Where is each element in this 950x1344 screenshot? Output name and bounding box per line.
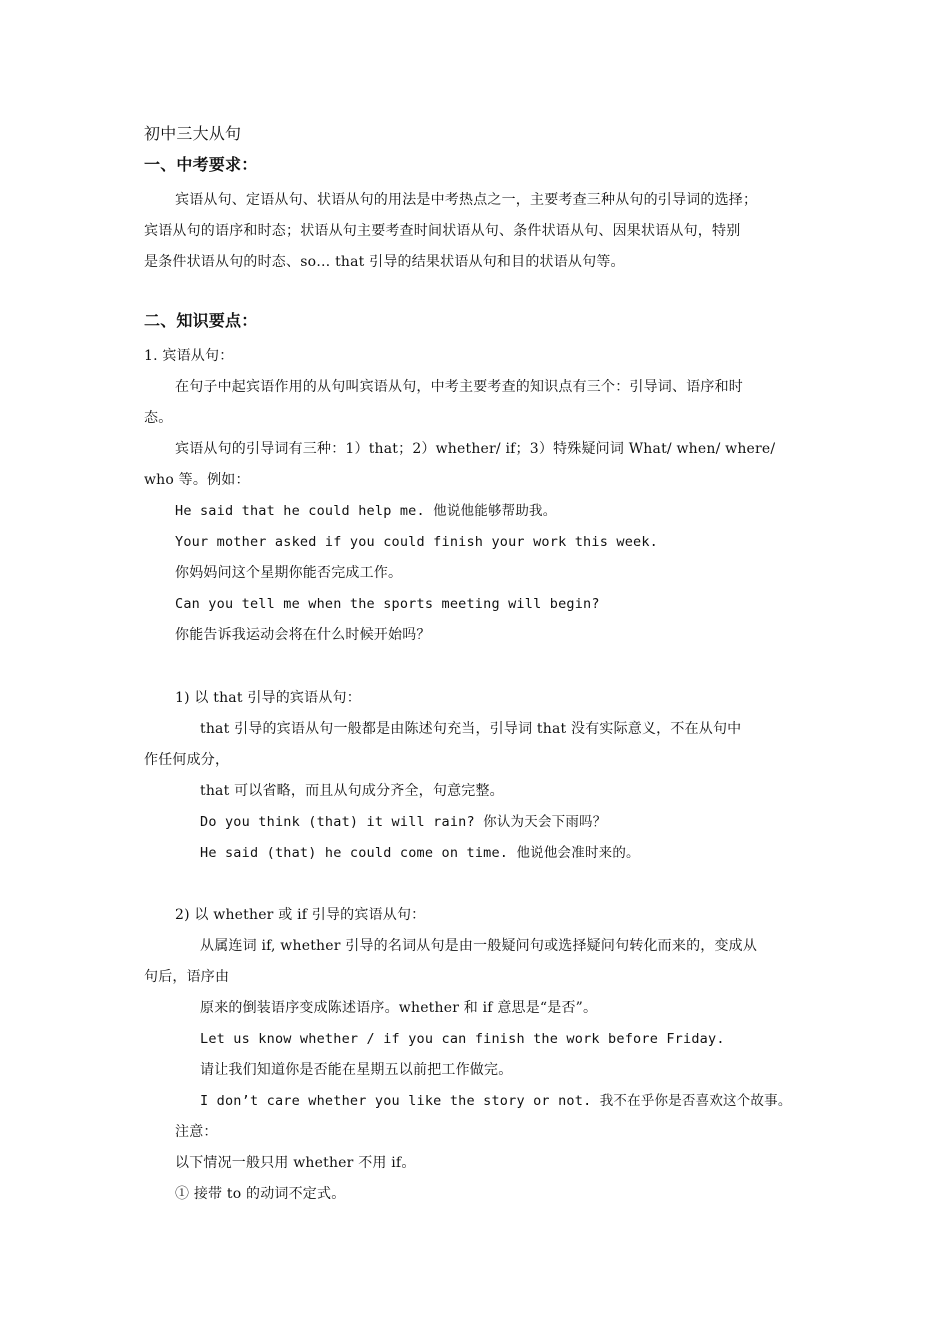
point1-line: that 引导的宾语从句一般都是由陈述句充当，引导词 that 没有实际意义，不在从句中 [200,721,742,737]
point2-line: I don’t care whether you like the story or not. 我不在乎你是否喜欢这个故事。 [200,1093,792,1109]
section1-para-line-1: 宾语从句、定语从句、状语从句的用法是中考热点之一，主要考查三种从句的引导词的选择； [175,192,758,208]
point2-line: 请让我们知道你是否能在星期五以前把工作做完。 [200,1062,513,1078]
point2-line: Let us know whether / if you can finish the work before Friday. [200,1031,725,1047]
point1-line: Do you think (that) it will rain? 你认为天会下雨吗？ [200,814,607,830]
section1-para-line-3: 是条件状语从句的时态、so… that 引导的结果状语从句和目的状语从句等。 [144,254,625,270]
subsection-1-heading: 1. 宾语从句： [144,348,234,364]
section1-para-line-2: 宾语从句的语序和时态；状语从句主要考查时间状语从句、条件状语从句、因果状语从句，特别 [144,223,741,239]
intro-line-1: 在句子中起宾语作用的从句叫宾语从句，中考主要考查的知识点有三个：引导词、语序和时 [175,379,743,395]
point1-line: He said (that) he could come on time. 他说他会准时来的。 [200,845,640,861]
example-line: 你能告诉我运动会将在什么时候开始吗？ [175,627,431,643]
section1-heading: 一、中考要求： [144,155,258,174]
note-item-1: ① 接带 to 的动词不定式。 [175,1186,346,1202]
point2-heading: 2) 以 whether 或 if 引导的宾语从句： [175,907,426,923]
doc-title: 初中三大从句 [144,124,242,143]
point1-heading: 1) 以 that 引导的宾语从句： [175,690,361,706]
intro2-line-2: who 等。例如： [144,472,250,488]
section2-heading: 二、知识要点： [144,311,258,330]
point2-line: 句后，语序由 [144,969,230,985]
point2-line: 从属连词 if, whether 引导的名词从句是由一般疑问句或选择疑问句转化而来的，变成从 [200,938,758,954]
example-line: Can you tell me when the sports meeting will begin? [175,596,600,612]
note-label: 注意： [175,1124,218,1140]
point1-line: 作任何成分， [144,752,230,768]
example-line: Your mother asked if you could finish your work this week. [175,534,659,550]
example-line: He said that he could help me. 他说他能够帮助我。 [175,503,557,519]
example-line: 你妈妈问这个星期你能否完成工作。 [175,565,403,581]
intro2-line-1: 宾语从句的引导词有三种：1）that；2）whether/ if；3）特殊疑问词 What/ when/ where/ [175,441,776,457]
intro-line-2: 态。 [144,410,173,426]
point2-line: 原来的倒装语序变成陈述语序。whether 和 if 意思是“是否”。 [200,1000,598,1016]
point1-line: that 可以省略，而且从句成分齐全，句意完整。 [200,783,504,799]
note-line: 以下情况一般只用 whether 不用 if。 [175,1155,416,1171]
